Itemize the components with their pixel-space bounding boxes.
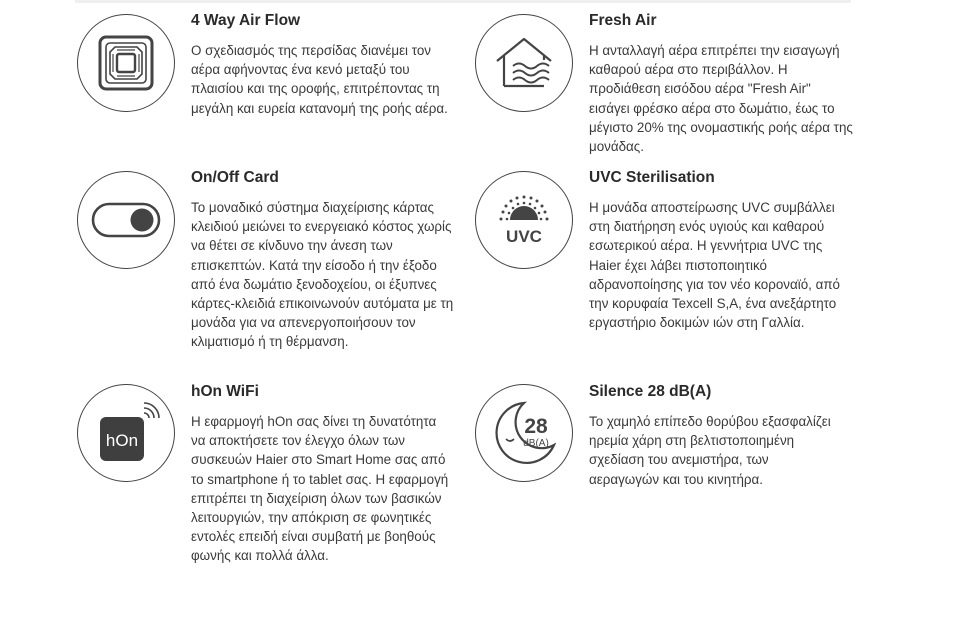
top-divider (75, 0, 851, 3)
feature-description-uvc-sterilisation: Η μονάδα αποστείρωσης UVC συμβάλλει στη διατήρηση ενός υγιούς και καθαρού εσωτερικού αέρα. Η γεννήτρια UVC της Haier έχει λάβει πιστοποιητικό αδρανοποίησης για τον νέο κοροναϊό, από την κορυφαία Texcell S,A, ένα ανεξάρτητο εργαστήριο δοκιμών ιών στη Γαλλία. (589, 200, 841, 331)
feature-description-silence: Το χαμηλό επίπεδο θορύβου εξασφαλίζει ηρεμία χάρη στη βελτιστοποιημένη σχεδίαση του ανεμιστήρα, των αεραγωγών και του κινητήρα. (589, 414, 831, 487)
silence-db-value: 28 (524, 415, 548, 438)
feature-title-4-way-air-flow: 4 Way Air Flow (191, 12, 301, 29)
hon-label: hOn (105, 431, 139, 450)
uvc-label: UVC (506, 227, 542, 246)
feature-description-fresh-air: Η ανταλλαγή αέρα επιτρέπει την εισαγωγή καθαρού αέρα στο περιβάλλον. Η προδιάθεση εισόδου αέρα "Fresh Air" εισάγει φρέσκο αέρα στο δωμάτιο, έως το μέγιστο 20% της ονομαστικής ροής αέρα της μονάδας. (589, 43, 853, 155)
feature-title-uvc-sterilisation: UVC Sterilisation (589, 169, 715, 186)
hon-wifi-app-icon (77, 384, 175, 482)
moon-silence-icon (475, 384, 573, 482)
silence-db-unit: dB(A) (523, 438, 549, 449)
toggle-switch-icon (77, 171, 175, 269)
feature-description-on-off-card: Το μοναδικό σύστημα διαχείρισης κάρτας κλειδιού μειώνει το ενεργειακό κόστος χωρίς να θέτει σε κίνδυνο την άνεση των επισκεπτών. Κατά την είσοδο ή την έξοδο από ένα δωμάτιο ξενοδοχείου, οι έξυπνες κάρτες-κλειδιά επικοινωνούν αυτόματα με τη μονάδα για να απενεργοποιήσουν τον κλιματισμό ή τη θέρμανση. (191, 200, 454, 350)
feature-description-4-way-air-flow: Ο σχεδιασμός της περσίδας διανέμει τον αέρα αφήνοντας ένα κενό μεταξύ του πλαισίου και της οροφής, επιτρέποντας τη μεγάλη και ευρεία κατανομή της ροής αέρα. (191, 43, 448, 116)
uvc-lamp-icon (475, 171, 573, 269)
fresh-air-house-icon (475, 14, 573, 112)
feature-description-hon-wifi: Η εφαρμογή hOn σας δίνει τη δυνατότητα να αποκτήσετε τον έλεγχο όλων των συσκευών Haier στο Smart Home σας από το smartphone ή το tablet σας. Η εφαρμογή επιτρέπει τη διαχείριση όλων των βασικών λειτουργιών, την απόκριση σε φωνητικές εντολές επειδή είναι συμβατή με βοηθούς φωνής και πολλά άλλα. (191, 414, 449, 564)
feature-title-silence: Silence 28 dB(A) (589, 383, 712, 400)
feature-title-hon-wifi: hOn WiFi (191, 383, 259, 400)
feature-title-fresh-air: Fresh Air (589, 12, 657, 29)
four-way-airflow-icon (77, 14, 175, 112)
feature-title-on-off-card: On/Off Card (191, 169, 279, 186)
